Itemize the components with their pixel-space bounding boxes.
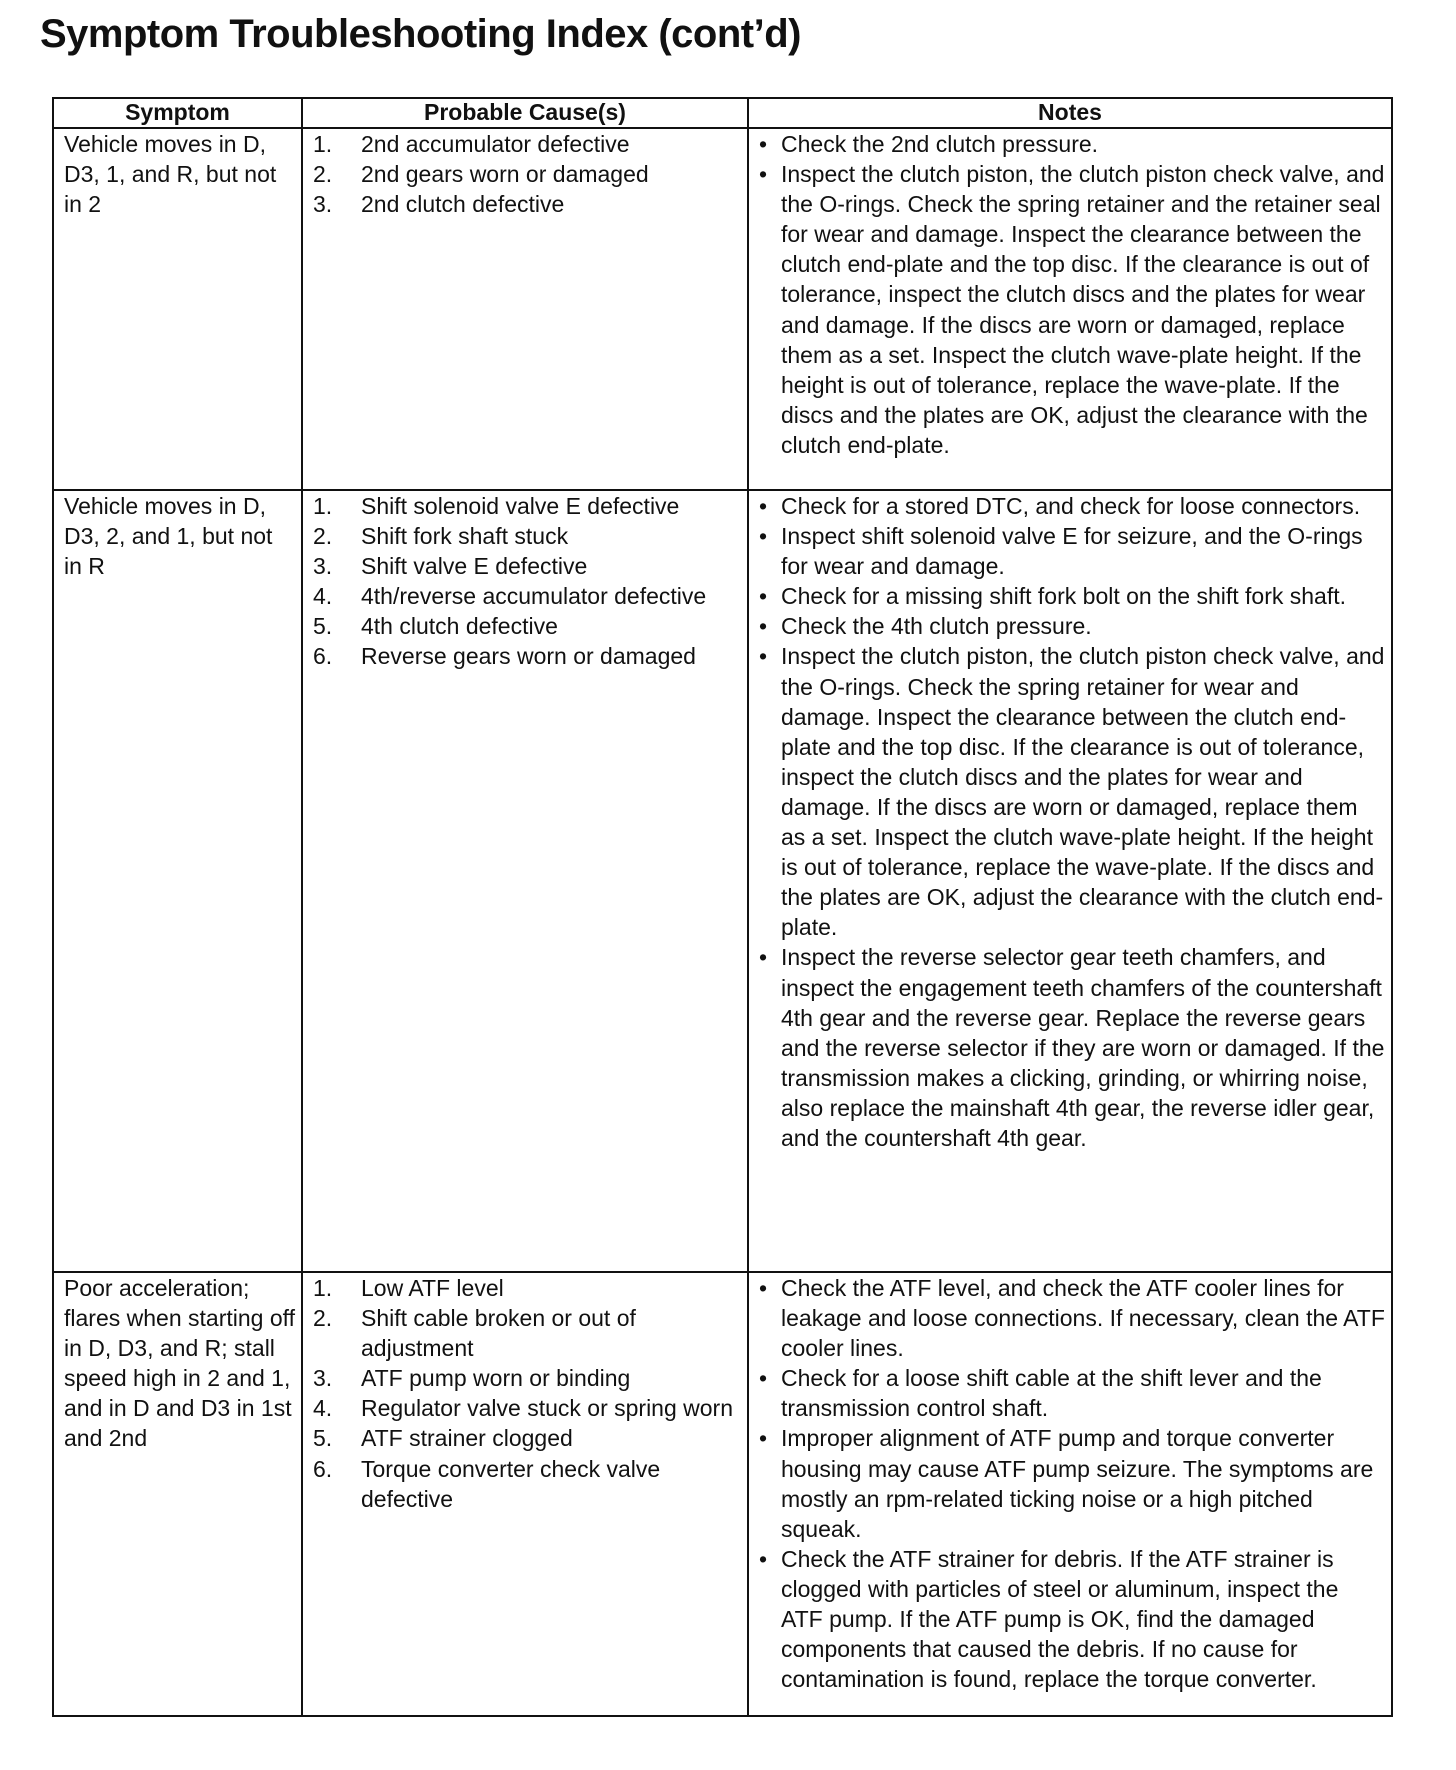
cause-number: 4.	[313, 583, 333, 610]
bullet-icon: •	[759, 1365, 768, 1392]
cause-number: 4.	[313, 1395, 333, 1422]
notes-list	[759, 1273, 1385, 1694]
cause-item	[313, 641, 741, 671]
note-text: Check the ATF level, and check the ATF cooler lines for leakage and loose connections. If necessary, clean the ATF cooler lines.	[781, 1275, 1385, 1362]
note-text: Inspect the clutch piston, the clutch piston check valve, and the O-rings. Check the spring retainer and the retainer seal for wear and damage. Inspect the clearance between the clutch end-plate and the top disc. If the clearance is out of tolerance, inspect the clutch discs and the plates for wear and damage. If the discs are worn or damaged, replace them as a set. Inspect the clutch wave-plate height. If the height is out of tolerance, replace the wave-plate. If the discs and the plates are OK, adjust the clearance with the clutch end-plate.	[781, 161, 1385, 458]
table-row	[53, 1272, 1392, 1716]
bullet-icon: •	[759, 131, 768, 157]
note-item	[759, 942, 1385, 1153]
cause-text: 4th/reverse accumulator defective	[361, 583, 707, 610]
symptom-cell: Poor acceleration; flares when starting off in D, D3, and R; stall speed high in 2 and 1, and in D and D3 in 1st and 2nd	[53, 1272, 302, 1716]
symptom-cell: Vehicle moves in D, D3, 1, and R, but not in 2	[53, 128, 302, 490]
table-row	[53, 490, 1392, 1272]
note-text: Check the ATF strainer for debris. If the ATF strainer is clogged with particles of steel or aluminum, inspect the ATF pump. If the ATF pump is OK, find the damaged components that caused the debris. If no cause for contamination is found, replace the torque converter.	[781, 1545, 1339, 1693]
note-text: Check for a stored DTC, and check for loose connectors.	[781, 493, 1361, 519]
note-text: Check the 4th clutch pressure.	[781, 613, 1092, 640]
notes-cell	[748, 1272, 1392, 1716]
cause-number: 3.	[313, 191, 333, 218]
note-item	[759, 1363, 1385, 1423]
cause-item	[313, 159, 741, 189]
note-text: Improper alignment of ATF pump and torque converter housing may cause ATF pump seizure. The symptoms are mostly an rpm-related ticking noise or a high pitched squeak.	[781, 1425, 1374, 1542]
cause-item	[313, 1454, 741, 1514]
cause-text: Regulator valve stuck or spring worn	[361, 1395, 733, 1422]
notes-list	[759, 129, 1385, 460]
table-row	[53, 128, 1392, 490]
cause-text: 2nd gears worn or damaged	[361, 161, 649, 188]
cause-item	[313, 189, 741, 219]
cause-item	[313, 521, 741, 551]
cause-number: 2.	[313, 523, 333, 550]
bullet-icon: •	[759, 493, 768, 519]
bullet-icon: •	[759, 583, 768, 610]
cause-text: Shift solenoid valve E defective	[361, 493, 680, 519]
note-text: Check for a loose shift cable at the shift lever and the transmission control shaft.	[781, 1365, 1322, 1422]
cause-number: 1.	[313, 493, 333, 519]
cause-text: Torque converter check valve defective	[361, 1455, 661, 1512]
table-header-row	[53, 98, 1392, 128]
cause-text: Reverse gears worn or damaged	[361, 643, 696, 670]
cause-number: 5.	[313, 1425, 333, 1452]
bullet-icon: •	[759, 1425, 768, 1452]
note-text: Inspect the clutch piston, the clutch piston check valve, and the O-rings. Check the spring retainer for wear and damage. Inspect the clearance between the clutch end-plate and the top disc. If the clearance is out of tolerance, inspect the clutch discs and the plates for wear and damage. If the discs are worn or damaged, replace them as a set. Inspect the clutch wave-plate height. If the height is out of tolerance, replace the wave-plate. If the discs and the plates are OK, adjust the clearance with the clutch end-plate.	[781, 643, 1385, 941]
cause-text: Low ATF level	[361, 1275, 504, 1301]
causes-cell	[302, 128, 748, 490]
note-text: Inspect the reverse selector gear teeth chamfers, and inspect the engagement teeth chamfers of the countershaft 4th gear and the reverse gear. Replace the reverse gears and the reverse selector if they are worn or damaged. If the transmission makes a clicking, grinding, or whirring noise, also replace the mainshaft 4th gear, the reverse idler gear, and the countershaft 4th gear.	[781, 944, 1385, 1151]
cause-item	[313, 1303, 741, 1363]
cause-text: ATF pump worn or binding	[361, 1365, 631, 1392]
causes-list	[313, 129, 741, 219]
cause-number: 5.	[313, 613, 333, 640]
cause-item	[313, 1363, 741, 1393]
bullet-icon: •	[759, 944, 768, 971]
note-item	[759, 159, 1385, 460]
note-text: Check for a missing shift fork bolt on the shift fork shaft.	[781, 583, 1347, 610]
page-title: Symptom Troubleshooting Index (cont’d)	[40, 12, 801, 56]
cause-item	[313, 611, 741, 641]
causes-list	[313, 1273, 741, 1514]
bullet-icon: •	[759, 523, 768, 550]
symptom-cell: Vehicle moves in D, D3, 2, and 1, but not in R	[53, 490, 302, 1272]
cause-text: 2nd clutch defective	[361, 191, 565, 218]
note-item	[759, 611, 1385, 641]
cause-text: 4th clutch defective	[361, 613, 558, 640]
cause-text: Shift fork shaft stuck	[361, 523, 569, 550]
cause-item	[313, 1393, 741, 1423]
cause-item	[313, 551, 741, 581]
troubleshooting-table	[52, 97, 1393, 1717]
note-text: Inspect shift solenoid valve E for seizure, and the O-rings for wear and damage.	[781, 523, 1363, 580]
bullet-icon: •	[759, 161, 768, 188]
header-probable-causes: Probable Cause(s)	[302, 98, 748, 128]
notes-cell	[748, 128, 1392, 490]
note-item	[759, 521, 1385, 581]
cause-number: 1.	[313, 1275, 333, 1301]
note-item	[759, 1423, 1385, 1543]
header-symptom: Symptom	[53, 98, 302, 128]
cause-item	[313, 129, 741, 159]
notes-cell	[748, 490, 1392, 1272]
causes-cell	[302, 490, 748, 1272]
cause-number: 2.	[313, 161, 333, 188]
note-item	[759, 129, 1385, 159]
note-item	[759, 1544, 1385, 1694]
note-text: Check the 2nd clutch pressure.	[781, 131, 1099, 157]
cause-text: 2nd accumulator defective	[361, 131, 630, 157]
bullet-icon: •	[759, 1275, 768, 1301]
cause-item	[313, 491, 741, 521]
cause-item	[313, 581, 741, 611]
cause-text: Shift cable broken or out of adjustment	[361, 1305, 636, 1362]
note-item	[759, 1273, 1385, 1363]
cause-number: 6.	[313, 1455, 333, 1482]
header-notes: Notes	[748, 98, 1392, 128]
cause-text: Shift valve E defective	[361, 553, 588, 580]
note-item	[759, 641, 1385, 942]
bullet-icon: •	[759, 643, 768, 670]
cause-text: ATF strainer clogged	[361, 1425, 573, 1452]
note-item	[759, 581, 1385, 611]
notes-list	[759, 491, 1385, 1153]
bullet-icon: •	[759, 1545, 768, 1572]
cause-item	[313, 1273, 741, 1303]
note-item	[759, 491, 1385, 521]
cause-item	[313, 1423, 741, 1453]
causes-list	[313, 491, 741, 672]
cause-number: 3.	[313, 1365, 333, 1392]
cause-number: 1.	[313, 131, 333, 157]
cause-number: 2.	[313, 1305, 333, 1332]
cause-number: 3.	[313, 553, 333, 580]
causes-cell	[302, 1272, 748, 1716]
cause-number: 6.	[313, 643, 333, 670]
bullet-icon: •	[759, 613, 768, 640]
